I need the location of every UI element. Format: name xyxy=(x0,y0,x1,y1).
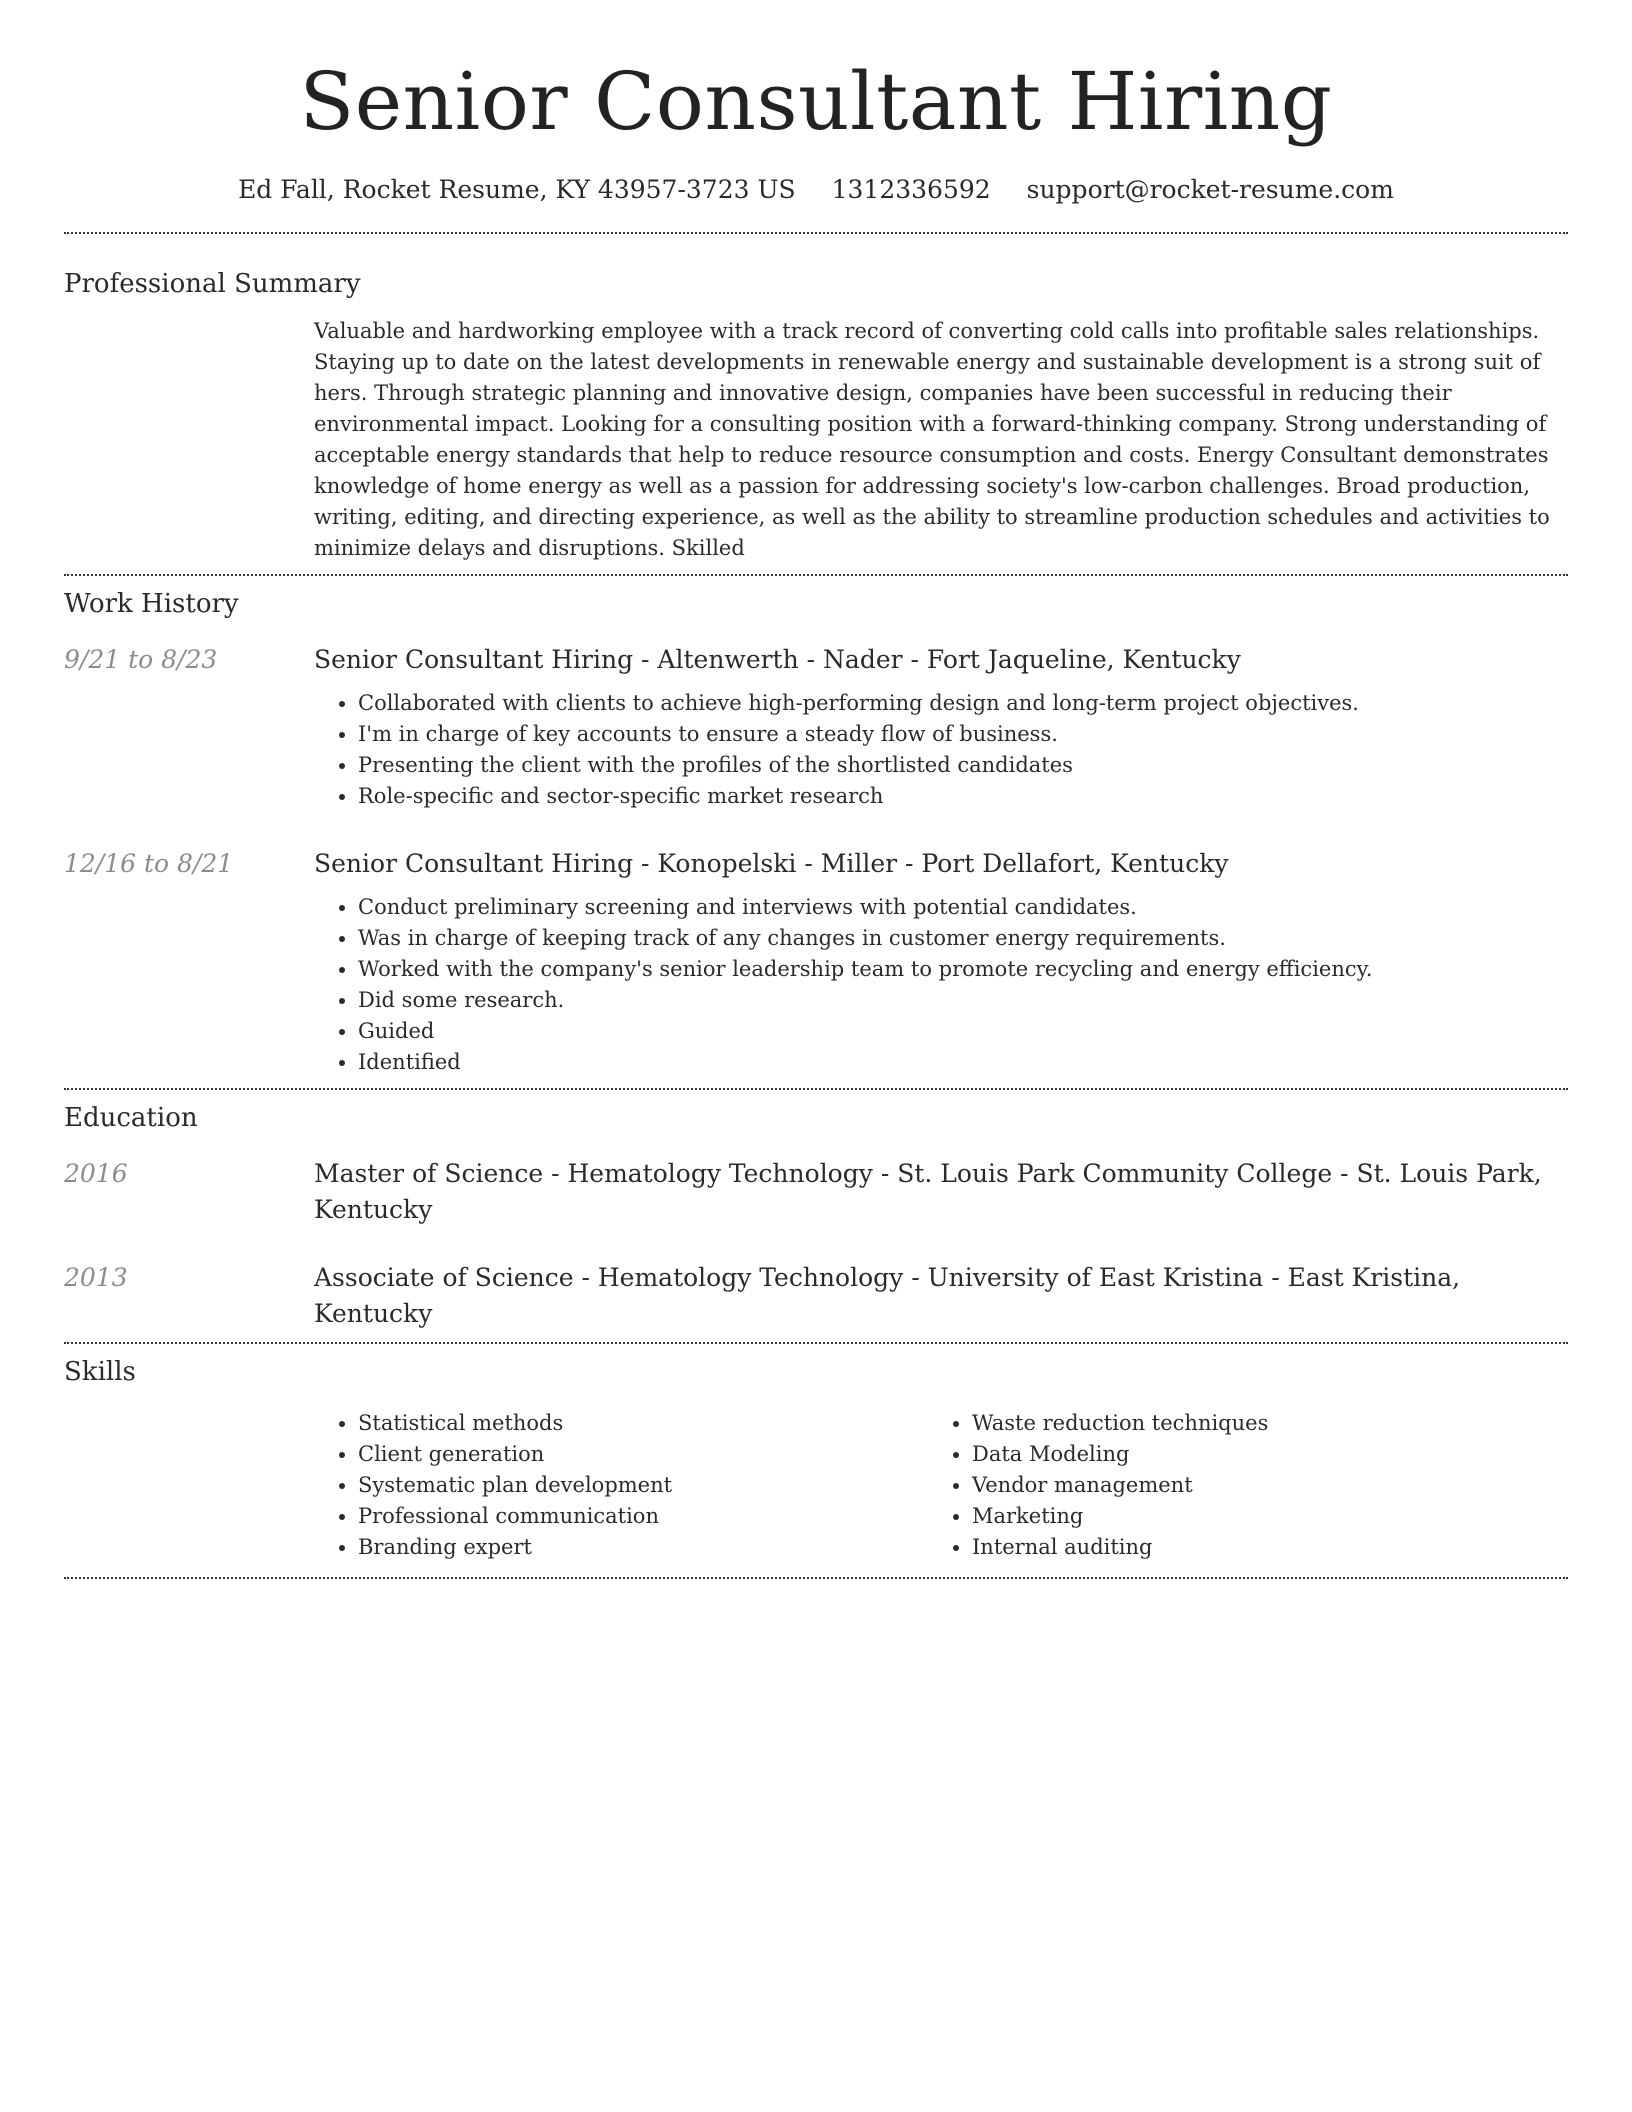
divider xyxy=(64,232,1568,234)
list-item: • Collaborated with clients to achieve high-performing design and long-term project objectives. xyxy=(358,688,1568,719)
job-title-line: Senior Consultant Hiring - Konopelski - Miller - Port Dellafort, Kentucky xyxy=(314,849,1229,878)
list-item: • Did some research. xyxy=(358,985,1568,1016)
education-location: St. Louis Park, Kentucky xyxy=(314,1159,1542,1224)
list-item: • Worked with the company's senior leadership team to promote recycling and energy efficiency. xyxy=(358,954,1568,985)
job-title: Senior Consultant Hiring xyxy=(314,645,634,674)
divider xyxy=(64,1342,1568,1344)
section-title-work-history: Work History xyxy=(64,589,239,619)
job-dates: 9/21 to 8/23 xyxy=(64,645,218,674)
education-degree: Master of Science - Hematology Technology xyxy=(314,1159,873,1188)
candidate-name: Senior Consultant Hiring xyxy=(299,55,1333,148)
skills-list-left xyxy=(314,1408,928,1563)
job-bullets xyxy=(314,688,1568,812)
skills-columns xyxy=(314,1408,1568,1563)
list-item: • Branding expert xyxy=(358,1532,928,1563)
list-item: • Vendor management xyxy=(972,1470,1542,1501)
skills-section xyxy=(64,1354,1568,1563)
list-item: • Identified xyxy=(358,1047,1568,1078)
list-item: • Client generation xyxy=(358,1439,928,1470)
divider xyxy=(64,1088,1568,1090)
resume-header xyxy=(64,0,1568,208)
list-item: • Role-specific and sector-specific market research xyxy=(358,781,1568,812)
education-title-line: Master of Science - Hematology Technology - St. Louis Park Community College - St. Louis Park, Kentucky xyxy=(314,1159,1542,1224)
education-body xyxy=(314,1156,1568,1228)
job-body xyxy=(314,642,1568,812)
education-school: St. Louis Park Community College xyxy=(897,1159,1333,1188)
list-item: • Conduct preliminary screening and interviews with potential candidates. xyxy=(358,892,1568,923)
summary-text: Valuable and hardworking employee with a track record of converting cold calls into profitable sales relationships. Staying up to date on the latest developments in renewable energy and sustainable development is a strong suit of hers. Through strategic planning and innovative design, companies have been successful in reducing their environmental impact. Looking for a consulting position with a forward-thinking company. Strong understanding of acceptable energy standards that help to reduce resource consumption and costs. Energy Consultant demonstrates knowledge of home energy as well as a passion for addressing society's low-carbon challenges. Broad production, writing, editing, and directing experience, as well as the ability to streamline production schedules and activities to minimize delays and disruptions. Skilled xyxy=(314,319,1550,560)
job-title: Senior Consultant Hiring xyxy=(314,849,634,878)
list-item: • Presenting the client with the profiles of the shortlisted candidates xyxy=(358,750,1568,781)
education-body xyxy=(314,1260,1568,1332)
list-item: • I'm in charge of key accounts to ensure a steady flow of business. xyxy=(358,719,1568,750)
education-location: East Kristina, Kentucky xyxy=(314,1263,1461,1328)
divider xyxy=(64,1577,1568,1579)
contact-email: support@rocket-resume.com xyxy=(1026,175,1394,204)
education-entry xyxy=(64,1156,1568,1228)
list-item: • Guided xyxy=(358,1016,1568,1047)
education-year: 2013 xyxy=(64,1263,128,1292)
education-section xyxy=(64,1100,1568,1332)
resume-page xyxy=(64,0,1568,1579)
section-title-education: Education xyxy=(64,1103,198,1133)
education-title-line: Associate of Science - Hematology Technology - University of East Kristina - East Kristina, Kentucky xyxy=(314,1263,1461,1328)
list-item: • Internal auditing xyxy=(972,1532,1542,1563)
divider xyxy=(64,574,1568,576)
job-title-line: Senior Consultant Hiring - Altenwerth - Nader - Fort Jaqueline, Kentucky xyxy=(314,645,1241,674)
contact-address: Ed Fall, Rocket Resume, KY 43957-3723 US xyxy=(238,175,796,204)
job-bullets xyxy=(314,892,1568,1078)
list-item: • Marketing xyxy=(972,1501,1542,1532)
list-item: • Data Modeling xyxy=(972,1439,1542,1470)
job-location: Port Dellafort, Kentucky xyxy=(921,849,1229,878)
education-school: University of East Kristina xyxy=(927,1263,1264,1292)
list-item: • Waste reduction techniques xyxy=(972,1408,1542,1439)
job-body xyxy=(314,846,1568,1078)
list-item: • Statistical methods xyxy=(358,1408,928,1439)
list-item: • Systematic plan development xyxy=(358,1470,928,1501)
skills-list-right xyxy=(928,1408,1542,1563)
contact-line xyxy=(64,172,1568,208)
summary-section xyxy=(64,266,1568,564)
job-company: Altenwerth - Nader xyxy=(657,645,903,674)
job-location: Fort Jaqueline, Kentucky xyxy=(926,645,1241,674)
education-year: 2016 xyxy=(64,1159,128,1188)
job-dates: 12/16 to 8/21 xyxy=(64,849,234,878)
education-entry xyxy=(64,1260,1568,1332)
list-item: • Was in charge of keeping track of any changes in customer energy requirements. xyxy=(358,923,1568,954)
work-history-section xyxy=(64,586,1568,1078)
job-company: Konopelski - Miller xyxy=(657,849,898,878)
job-entry xyxy=(64,846,1568,1078)
education-degree: Associate of Science - Hematology Technology xyxy=(314,1263,904,1292)
section-title-summary: Professional Summary xyxy=(64,269,361,299)
contact-phone: 1312336592 xyxy=(831,175,991,204)
job-entry xyxy=(64,642,1568,812)
list-item: • Professional communication xyxy=(358,1501,928,1532)
section-title-skills: Skills xyxy=(64,1357,136,1387)
